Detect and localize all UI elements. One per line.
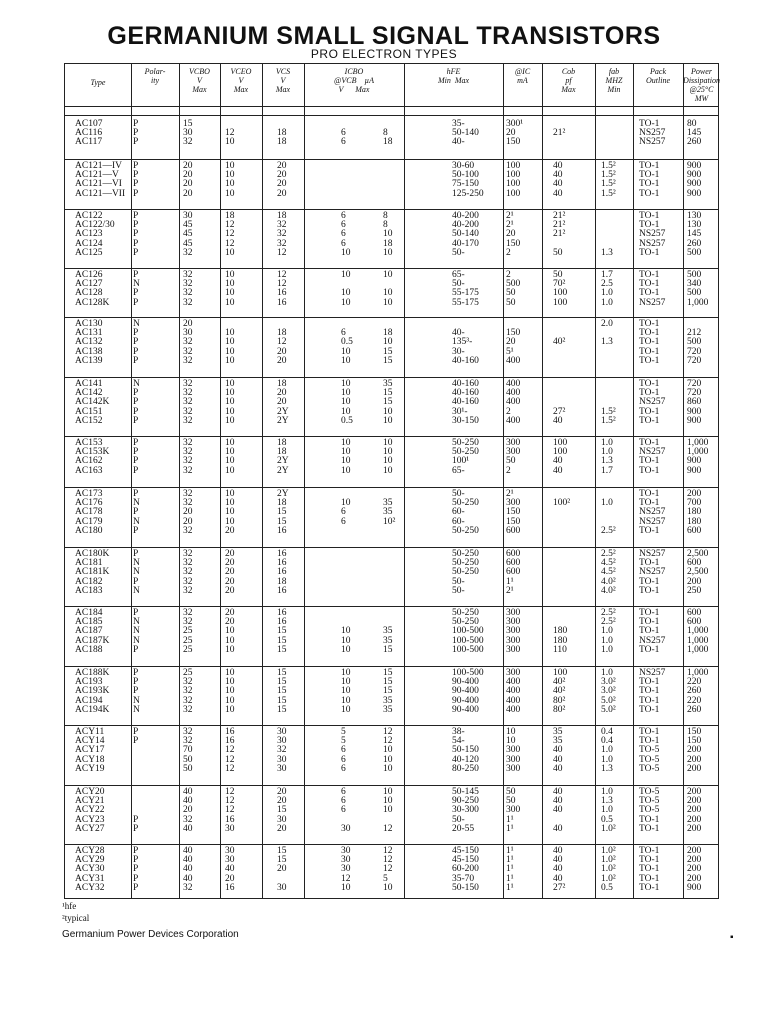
- cell-cob: 40 40 40 40: [553, 787, 563, 834]
- cell-pack: TO-1 TO-1 NS257 NS257 TO-1: [639, 211, 666, 258]
- cell-vcs: 12 12 16 16: [277, 270, 287, 308]
- cell-pw: 600 600 1,000 1,000 1,000: [687, 608, 709, 655]
- header-vcs: VCS V Max: [275, 67, 291, 94]
- cell-vcs: 18 20 20 2Y 2Y: [277, 379, 289, 426]
- cell-pol: P N P P: [133, 270, 140, 308]
- cell-vcbo: 15 30 32: [183, 119, 193, 148]
- cell-vceo: 12 10: [225, 128, 235, 148]
- cell-hfe: 65- 50- 55-175 55-175: [452, 270, 479, 308]
- cell-cob: 40 40 40 40: [553, 161, 563, 199]
- cell-pack: TO-1 TO-1 NS257 NS257 TO-1: [639, 489, 666, 536]
- group-divider: [65, 268, 718, 269]
- cell-ua: 12 12 12 5 10: [383, 846, 393, 893]
- cell-type: AC173 AC176 AC178 AC179 AC180: [75, 489, 103, 536]
- cell-vcb: 10 10 10: [341, 270, 351, 308]
- cell-vcb: 10 10 10: [341, 626, 351, 655]
- cell-ua: 35 35 15: [383, 626, 393, 655]
- cell-vcbo: 40 40 20 32 40: [183, 787, 193, 834]
- cell-ua: 18 10 15 15: [383, 328, 393, 366]
- header-divider: [65, 106, 718, 107]
- header-icbo: ICBO @VCB µA V Max: [334, 67, 374, 94]
- cell-pack: TO-1 NS257 TO-1 TO-1: [639, 438, 666, 476]
- header-pack: Pack Outline: [646, 67, 670, 85]
- group-divider: [65, 844, 718, 845]
- cell-vcb: 6 6: [341, 128, 346, 148]
- cell-vcbo: 40 40 40 40 32: [183, 846, 193, 893]
- cell-cob: 100 40² 40² 80² 80²: [553, 668, 568, 715]
- cell-pw: 720 720 860 900 900: [687, 379, 702, 426]
- cell-hfe: 50-250 50-250 100¹ 65-: [452, 438, 479, 476]
- cell-vcbo: 25 32 32 32 32: [183, 668, 193, 715]
- cell-vceo: 10 10 10 10 10: [225, 668, 235, 715]
- cell-vceo: 20 20 20 20 20: [225, 549, 235, 596]
- cell-hfe: 35- 50-140 40-: [452, 119, 479, 148]
- cell-pack: TO-1 TO-1 NS257 TO-1 TO-1: [639, 379, 666, 426]
- cell-pw: 1,000 1,000 900 900: [687, 438, 709, 476]
- footnote-hfe: ¹hfe: [62, 901, 77, 911]
- cell-type: AC122 AC122/30 AC123 AC124 AC125: [75, 211, 115, 258]
- cell-type: AC130 AC131 AC132 AC138 AC139: [75, 319, 103, 366]
- cell-hfe: 100-500 90-400 90-400 90-400 90-400: [452, 668, 484, 715]
- cell-type: AC188K AC193 AC193K AC194 AC194K: [75, 668, 110, 715]
- cell-type: ACY20 ACY21 ACY22 ACY23 ACY27: [75, 787, 105, 834]
- cell-vcb: 30 30 30 12 10: [341, 846, 351, 893]
- cell-type: AC141 AC142 AC142K AC151 AC152: [75, 379, 110, 426]
- cell-vcs: 30 30 32 30 30: [277, 727, 287, 774]
- cell-ic: 1¹ 1¹ 1¹ 1¹ 1¹: [506, 846, 514, 893]
- cell-fab: 1.7 2.5 1.0 1.0: [601, 270, 613, 308]
- page-subtitle: PRO ELECTRON TYPES: [310, 47, 458, 61]
- cell-cob: 50 70² 100 100: [553, 270, 568, 308]
- group-divider: [65, 785, 718, 786]
- cell-cob: 21²: [553, 128, 566, 139]
- cell-vcs: 18 18: [277, 128, 287, 148]
- cell-cob: 40 40 40 40 27²: [553, 846, 566, 893]
- cell-pol: P P P P P: [133, 846, 139, 893]
- cell-ua: 10 10 10 12: [383, 787, 393, 834]
- group-divider: [65, 317, 718, 318]
- cell-pack: TO-1 TO-1 TO-1 TO-1 TO-1: [639, 846, 660, 893]
- cell-pol: P N N N P: [133, 608, 140, 655]
- cell-vcbo: 32 32 70 50 50: [183, 727, 193, 774]
- cell-ua: 10 10 10 10: [383, 438, 393, 476]
- cell-ic: 300 400 400 400 400: [506, 668, 521, 715]
- cell-pack: TO-5 TO-5 TO-5 TO-1 TO-1: [639, 787, 660, 834]
- cell-ic: 10 10 300 300 300: [506, 727, 521, 774]
- cell-vcb: 5 5 6 6 6: [341, 727, 346, 774]
- cell-pw: 80 145 260: [687, 119, 702, 148]
- cell-pack: NS257 TO-1 NS257 TO-1 TO-1: [639, 549, 666, 596]
- cell-vcs: 20 20 20 20: [277, 161, 287, 199]
- column-divider: [220, 64, 221, 898]
- cell-fab: 1.0 3.0² 3.0² 5.0² 5.0²: [601, 668, 616, 715]
- cell-ic: 300¹ 20 150: [506, 119, 524, 148]
- header-fab: fab MHZ Min: [605, 67, 623, 94]
- cell-vcb: 6 6 6 30: [341, 787, 351, 834]
- cell-fab: 1.0 1.0 1.3 1.7: [601, 438, 613, 476]
- cell-hfe: 30-60 50-100 75-150 125-250: [452, 161, 484, 199]
- group-divider: [65, 666, 718, 667]
- cell-vceo: 20 20 10 10 10: [225, 608, 235, 655]
- cell-vceo: 10 10 10 10: [225, 161, 235, 199]
- cell-vcb: 6 0.5 10 10: [341, 328, 353, 366]
- cell-fab: 2.0 1.3: [601, 319, 613, 348]
- column-divider: [179, 64, 180, 898]
- header-hfe: hFE Min Max: [437, 67, 470, 85]
- cell-vcb: 10 10 10 10 0.5: [341, 379, 353, 426]
- cell-vceo: 10 10 10 10 20: [225, 489, 235, 536]
- cell-ua: 10 10 10: [383, 270, 393, 308]
- group-divider: [65, 547, 718, 548]
- cell-vcs: 2Y 18 15 15 16: [277, 489, 289, 536]
- cell-vceo: 10 10 10 10: [225, 438, 235, 476]
- group-divider: [65, 209, 718, 210]
- cell-pol: P N P N P: [133, 489, 140, 536]
- cell-vcbo: 32 32 32 32 32: [183, 379, 193, 426]
- cell-pol: P P: [133, 727, 139, 747]
- cell-pack: TO-1 NS257 NS257: [639, 119, 666, 148]
- header-vcbo: VCBO V Max: [189, 67, 210, 94]
- cell-hfe: 50-250 50-250 100-500 100-500 100-500: [452, 608, 484, 655]
- cell-ua: 8 8 10 18 10: [383, 211, 393, 258]
- cell-type: AC126 AC127 AC128 AC128K: [75, 270, 110, 308]
- cell-ic: 50 50 300 1¹ 1¹: [506, 787, 521, 834]
- cell-hfe: 50-145 90-250 30-300 50- 20-55: [452, 787, 479, 834]
- cell-pol: P N N P N: [133, 549, 140, 596]
- cell-pw: 1,000 220 260 220 260: [687, 668, 709, 715]
- header-power: Power Dissipation @25°C MW: [683, 67, 720, 103]
- cell-hfe: 50-250 50-250 50-250 50- 50-: [452, 549, 479, 596]
- cell-fab: 1.0 1.3 1.0 0.5 1.0²: [601, 787, 616, 834]
- cell-pol: N P P P P: [133, 379, 140, 426]
- cell-pack: NS257 TO-1 TO-1 TO-1 TO-1: [639, 668, 666, 715]
- cell-vceo: 10 10 10 10: [225, 328, 235, 366]
- page-mark: ▪: [730, 932, 734, 943]
- cell-vceo: 16 16 12 12 12: [225, 727, 235, 774]
- cell-ic: 400 400 400 2 400: [506, 379, 521, 426]
- cell-pw: 200 200 200 200 900: [687, 846, 702, 893]
- cell-vcb: 10 6 6: [341, 498, 351, 527]
- cell-vcbo: 30 45 45 45 32: [183, 211, 193, 258]
- cell-fab: 2.5² 4.5² 4.5² 4.0² 4.0²: [601, 549, 616, 596]
- cell-pack: TO-1 TO-1 TO-1 NS257 TO-1: [639, 608, 666, 655]
- cell-ic: 2¹ 2¹ 20 150 2: [506, 211, 521, 258]
- column-divider: [503, 64, 504, 898]
- cell-ua: 15 15 15 35 35: [383, 668, 393, 715]
- cell-fab: 0.4 0.4 1.0 1.0 1.3: [601, 727, 613, 774]
- cell-ic: 150 20 5¹ 400: [506, 328, 521, 366]
- header-divider-2: [65, 115, 718, 116]
- cell-vcs: 18 12 20 20: [277, 328, 287, 366]
- group-divider: [65, 606, 718, 607]
- cell-pw: 200 700 180 180 600: [687, 489, 702, 536]
- cell-pack: TO-1 TO-1 TO-1 NS257: [639, 270, 666, 308]
- cell-type: AC184 AC185 AC187 AC187K AC188: [75, 608, 110, 655]
- cell-pol: N P P P P: [133, 319, 140, 366]
- cell-vceo: 12 12 12 16 30: [225, 787, 235, 834]
- cell-type: AC107 AC116 AC117: [75, 119, 103, 148]
- cell-fab: 1.3: [601, 247, 613, 258]
- cell-vcs: 16 16 15 15 15: [277, 608, 287, 655]
- cell-vcbo: 32 32 32 32: [183, 270, 193, 308]
- cell-cob: 27² 40: [553, 406, 566, 426]
- cell-vcs: 15 15 15 15 15: [277, 668, 287, 715]
- group-divider: [65, 159, 718, 160]
- cell-ua: 35 15 15 10 10: [383, 379, 393, 426]
- group-divider: [65, 436, 718, 437]
- header-vceo: VCEO V Max: [230, 67, 252, 94]
- transistor-table: [64, 63, 719, 899]
- footnote-typical: ²typical: [62, 913, 90, 923]
- cell-hfe: 50- 50-250 60- 60- 50-250: [452, 489, 479, 536]
- column-divider: [404, 64, 405, 898]
- column-divider: [683, 64, 684, 898]
- cell-vcbo: 32 32 25 25 25: [183, 608, 193, 655]
- cell-fab: 2.5² 2.5² 1.0 1.0 1.0: [601, 608, 616, 655]
- cell-vcbo: 32 32 32 32: [183, 438, 193, 476]
- cell-hfe: 40- 135³- 30- 40-160: [452, 328, 479, 366]
- cell-fab: 1.0² 1.0² 1.0² 1.0² 0.5: [601, 846, 616, 893]
- cell-pw: 200 200 200 200 200: [687, 787, 702, 834]
- cell-fab: 1.5² 1.5² 1.5² 1.5²: [601, 161, 616, 199]
- cell-ic: 2¹ 300 150 150 600: [506, 489, 521, 536]
- column-divider: [542, 64, 543, 898]
- page-title: GERMANIUM SMALL SIGNAL TRANSISTORS: [107, 22, 661, 50]
- cell-pol: P P P N N: [133, 668, 140, 715]
- header-ic: @IC mA: [514, 67, 531, 85]
- cell-cob: 40²: [553, 337, 566, 348]
- cell-pack: TO-1 TO-1 TO-1 TO-1 TO-1: [639, 319, 660, 366]
- cell-ic: 600 600 600 1¹ 2¹: [506, 549, 521, 596]
- column-divider: [304, 64, 305, 898]
- cell-pw: 212 500 720 720: [687, 328, 702, 366]
- cell-hfe: 40-160 40-160 40-160 30¹- 30-150: [452, 379, 479, 426]
- cell-vcbo: 20 20 20 20: [183, 161, 193, 199]
- cell-ic: 2 500 50 50: [506, 270, 521, 308]
- cell-vcs: 18 18 2Y 2Y: [277, 438, 289, 476]
- cell-type: ACY28 ACY29 ACY30 ACY31 ACY32: [75, 846, 105, 893]
- cell-pack: TO-1 TO-1 TO-5 TO-5 TO-5: [639, 727, 660, 774]
- cell-pw: 130 130 145 260 500: [687, 211, 702, 258]
- cell-vcbo: 32 32 32 32 32: [183, 549, 193, 596]
- cell-vcs: 20 20 15 30 20: [277, 787, 287, 834]
- cell-cob: 35 35 40 40 40: [553, 727, 563, 774]
- cell-ua: 35 35 10²: [383, 498, 396, 527]
- cell-vcs: 16 16 16 18 16: [277, 549, 287, 596]
- cell-pol: P P P P: [133, 161, 139, 199]
- cell-vcbo: 32 32 20 20 32: [183, 489, 193, 536]
- cell-pw: 150 150 200 200 200: [687, 727, 702, 774]
- cell-vceo: 10 10 10 10 10: [225, 379, 235, 426]
- cell-vcbo: 20 30 32 32 32: [183, 319, 193, 366]
- cell-pol: P P P P P: [133, 211, 139, 258]
- cell-vceo: 10 10 10 10: [225, 270, 235, 308]
- cell-type: AC153 AC153K AC162 AC163: [75, 438, 110, 476]
- cell-type: ACY11 ACY14 ACY17 ACY18 ACY19: [75, 727, 105, 774]
- group-divider: [65, 487, 718, 488]
- cell-cob: 100²: [553, 498, 571, 509]
- cell-fab: 1.0 2.5²: [601, 498, 616, 536]
- cell-cob: 100 100 40 40: [553, 438, 568, 476]
- group-divider: [65, 377, 718, 378]
- cell-type: AC180K AC181 AC181K AC182 AC183: [75, 549, 110, 596]
- cell-ic: 300 300 50 2: [506, 438, 521, 476]
- cell-ua: 8 18: [383, 128, 393, 148]
- group-divider: [65, 725, 718, 726]
- header-polarity: Polar- ity: [144, 67, 166, 85]
- cell-cob: 180 180 110: [553, 626, 568, 655]
- cell-vcb: 10 10 10 10 10: [341, 668, 351, 715]
- column-divider: [633, 64, 634, 898]
- cell-hfe: 45-150 45-150 60-200 35-70 50-150: [452, 846, 479, 893]
- cell-pol: P P: [133, 814, 139, 834]
- column-divider: [262, 64, 263, 898]
- cell-type: AC121—IV AC121—V AC121—VI AC121—VII: [75, 161, 126, 199]
- cell-vcb: 10 10 10 10: [341, 438, 351, 476]
- cell-hfe: 40-200 40-200 50-140 40-170 50-: [452, 211, 479, 258]
- cell-pack: TO-1 TO-1 TO-1 TO-1: [639, 161, 660, 199]
- column-divider: [131, 64, 132, 898]
- header-cob: Cob pf Max: [561, 67, 576, 94]
- cell-hfe: 38- 54- 50-150 40-120 80-250: [452, 727, 479, 774]
- header-type: Type: [90, 78, 106, 87]
- cell-pw: 500 340 500 1,000: [687, 270, 709, 308]
- cell-fab: 1.5² 1.5²: [601, 406, 616, 426]
- cell-ic: 300 300 300 300 300: [506, 608, 521, 655]
- cell-pw: 900 900 900 900: [687, 161, 702, 199]
- cell-vcs: 18 32 32 32 12: [277, 211, 287, 258]
- cell-vceo: 30 30 40 20 16: [225, 846, 235, 893]
- cell-pw: 2,500 600 2,500 200 250: [687, 549, 709, 596]
- cell-ic: 100 100 100 100: [506, 161, 521, 199]
- cell-pol: P P P P: [133, 438, 139, 476]
- cell-ua: 12 12 10 10 10: [383, 727, 393, 774]
- cell-vcs: 15 15 20 30: [277, 846, 287, 893]
- cell-pol: P P P: [133, 119, 139, 148]
- column-divider: [595, 64, 596, 898]
- cell-vceo: 18 12 12 12 10: [225, 211, 235, 258]
- company-name: Germanium Power Devices Corporation: [62, 929, 239, 940]
- cell-vcb: 6 6 6 6 10: [341, 211, 351, 258]
- cell-cob: 21² 21² 21² 50: [553, 211, 566, 258]
